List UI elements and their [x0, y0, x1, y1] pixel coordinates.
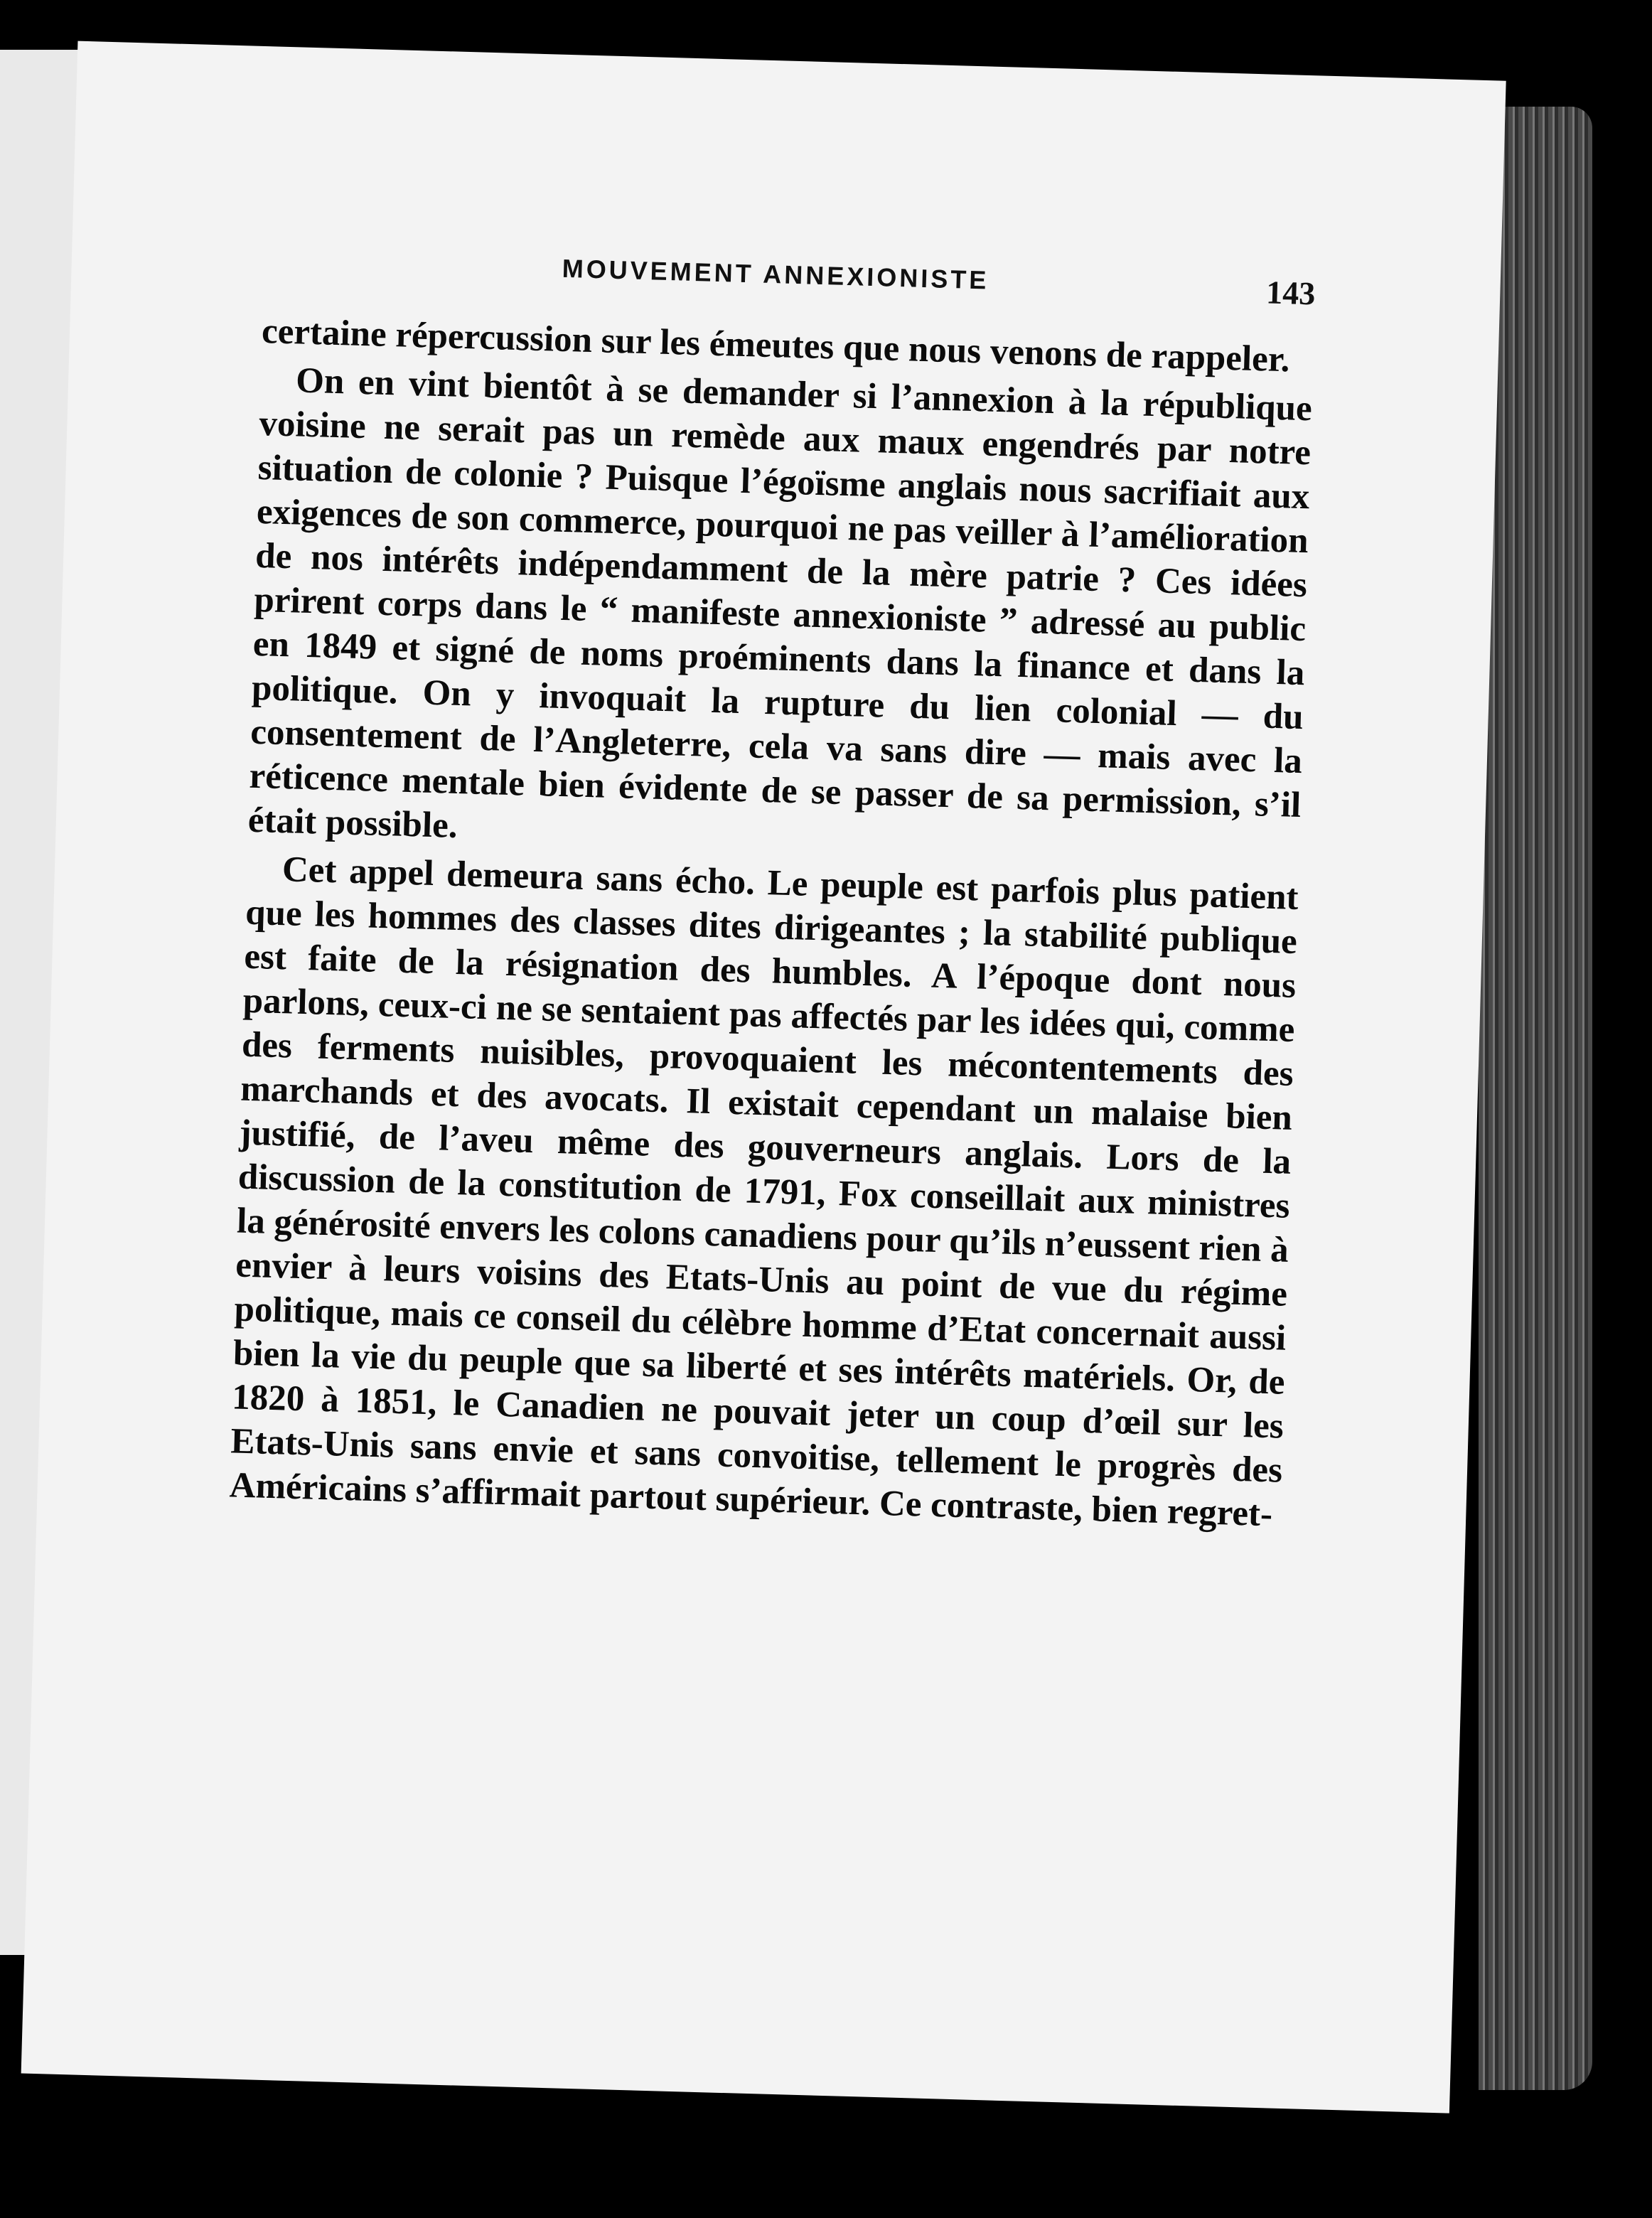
paragraph-continuation: certaine répercussion sur les émeutes que nous venons de rappeler.	[261, 311, 1291, 380]
page-content	[229, 245, 1316, 1541]
paragraph: On en vint bientôt à se demander si l’annexion à la république voisine ne serait pas un remède aux maux engendrés par notre situation de colonie ? Puisque l’égoïsme anglais nous sacrifiait aux exigences de son commerce, pourquoi ne pas veiller à l’amélioration de nos intérêts indépendamment de la mère patrie ? Ces idées prirent corps dans le “ manifeste annexioniste ” adressé au public en 1849 et signé de noms proéminents dans la finance et dans la politique. On y invoquait la rupture du lien colonial — du consentement de l’Angleterre, cela va sans dire — mais avec la réticence mentale bien évidente de se passer de sa permission, s’il était possible.	[247, 360, 1313, 846]
running-title: MOUVEMENT ANNEXIONISTE	[562, 253, 989, 295]
paragraph: Cet appel demeura sans écho. Le peuple est parfois plus patient que les hommes des classes dites dirigeantes ; la stabilité publique est faite de la résignation des humbles. A l’époque dont nous parlons, ceux-ci ne se sentaient pas affectés par les idées qui, comme des ferments nuisibles, provoquaient les mécontentements des marchands et des avocats. Il existait cependant un malaise bien justifié, de l’aveu même des gouverneurs anglais. Lors de la discussion de la constitution de 1791, Fox conseillait aux ministres la générosité envers les colons canadiens pour qu’ils n’eussent rien à envier à leurs voisins des Etats-Unis au point de vue du régime politique, mais ce conseil du célèbre homme d’Etat concernait aussi bien la vie du peuple que sa liberté et ses intérêts matériels. Or, de 1820 à 1851, le Canadien ne pouvait jeter un coup d’œil sur les Etats-Unis sans envie et sans convoitise, tellement le progrès des Américains s’affirmait partout supérieur. Ce contraste, bien regret-	[229, 850, 1299, 1535]
body-text	[229, 309, 1314, 1537]
page-number: 143	[1265, 274, 1316, 312]
book-page	[21, 41, 1506, 2113]
